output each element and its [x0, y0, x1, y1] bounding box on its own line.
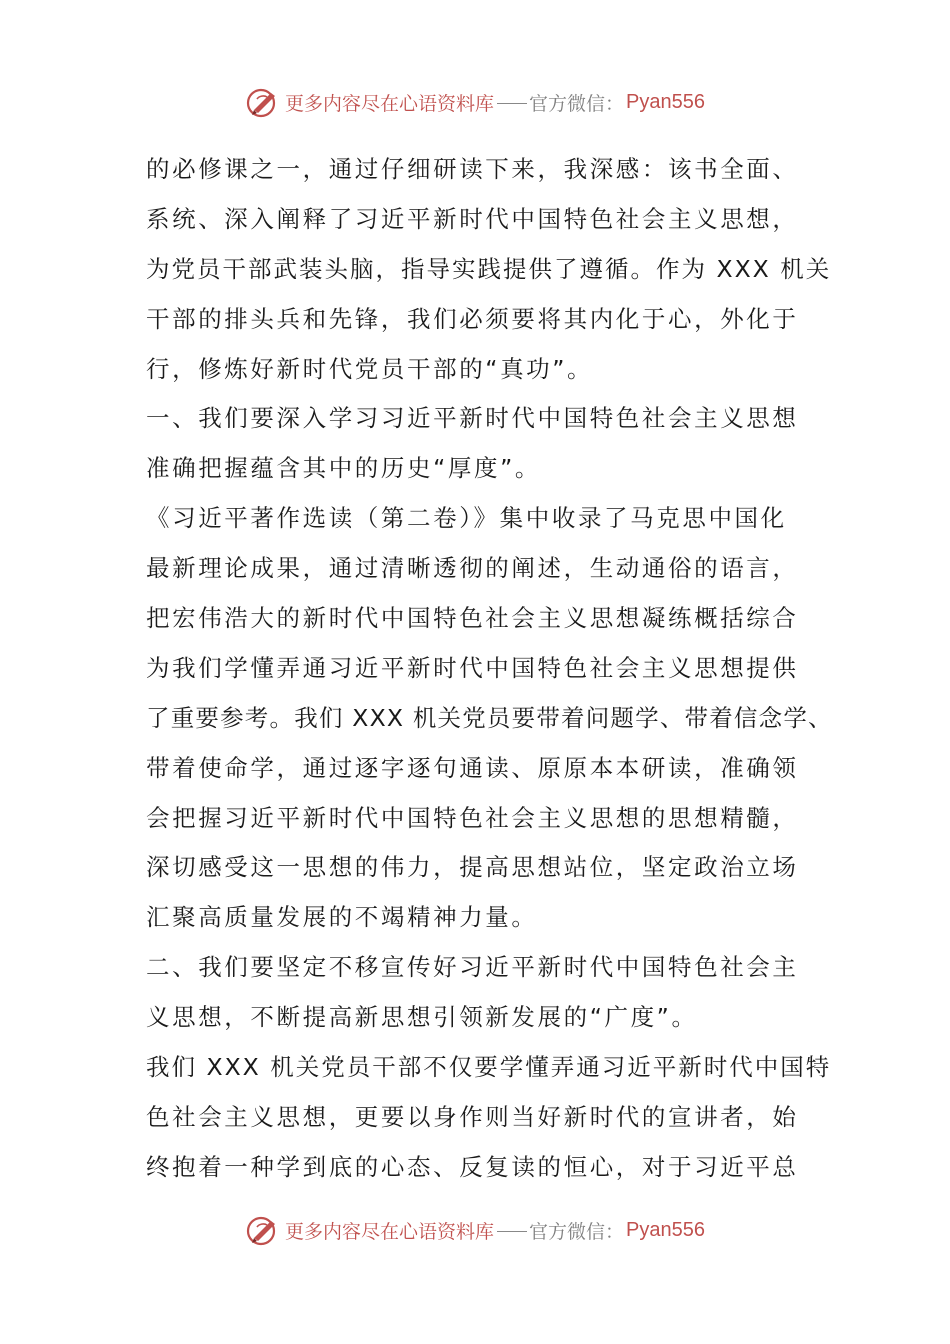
header-wechat-label: 官方微信： — [529, 92, 625, 115]
text-line: 系统、深入阐释了习近平新时代中国特色社会主义思想， — [146, 204, 799, 233]
footer-site-name: 更多内容尽在心语资料库 — [285, 1220, 495, 1243]
text-line: 我们 XXX 机关党员干部不仅要学懂弄通习近平新时代中国特 — [146, 1053, 832, 1082]
pen-logo-icon — [245, 1212, 281, 1248]
footer-dash — [497, 1231, 527, 1232]
text-line: 终抱着一种学到底的心态、反复读的恒心，对于习近平总 — [146, 1152, 799, 1181]
text-line: 为党员干部武装头脑，指导实践提供了遵循。作为 XXX 机关 — [146, 254, 832, 283]
text-line: 了重要参考。我们 XXX 机关党员要带着问题学、带着信念学、 — [146, 703, 833, 732]
header-wechat-id: Pyan556 — [626, 90, 705, 113]
text-line: 一、我们要深入学习习近平新时代中国特色社会主义思想 — [146, 404, 799, 433]
text-line: 最新理论成果，通过清晰透彻的阐述，生动通俗的语言， — [146, 554, 799, 583]
text-line: 色社会主义思想，更要以身作则当好新时代的宣讲者，始 — [146, 1102, 799, 1131]
text-line: 为我们学懂弄通习近平新时代中国特色社会主义思想提供 — [146, 653, 799, 682]
text-line: 汇聚高质量发展的不竭精神力量。 — [146, 903, 538, 932]
footer-banner — [0, 1210, 950, 1250]
text-line: 的必修课之一，通过仔细研读下来，我深感：该书全面、 — [146, 155, 799, 183]
text-line: 《习近平著作选读（第二卷）》集中收录了马克思中国化 — [146, 504, 787, 533]
text-line: 准确把握蕴含其中的历史“厚度”。 — [146, 454, 541, 483]
footer-wechat-label: 官方微信： — [529, 1220, 625, 1243]
text-line: 带着使命学，通过逐字逐句通读、原原本本研读，准确领 — [146, 753, 799, 782]
header-dash — [497, 103, 527, 104]
text-line: 深切感受这一思想的伟力，提高思想站位，坚定政治立场 — [146, 853, 799, 882]
text-line: 行，修炼好新时代党员干部的“真功”。 — [146, 354, 594, 383]
text-line: 会把握习近平新时代中国特色社会主义思想的思想精髓， — [146, 803, 799, 832]
pen-logo-icon — [245, 84, 281, 120]
text-line: 把宏伟浩大的新时代中国特色社会主义思想凝练概括综合 — [146, 604, 799, 633]
footer-wechat-id: Pyan556 — [626, 1218, 705, 1241]
text-line: 二、我们要坚定不移宣传好习近平新时代中国特色社会主 — [146, 953, 799, 982]
text-line: 义思想，不断提高新思想引领新发展的“广度”。 — [146, 1003, 698, 1032]
document-body — [146, 145, 833, 1193]
header-site-name: 更多内容尽在心语资料库 — [285, 92, 495, 115]
text-line: 干部的排头兵和先锋，我们必须要将其内化于心，外化于 — [146, 304, 799, 333]
header-banner — [0, 82, 950, 122]
